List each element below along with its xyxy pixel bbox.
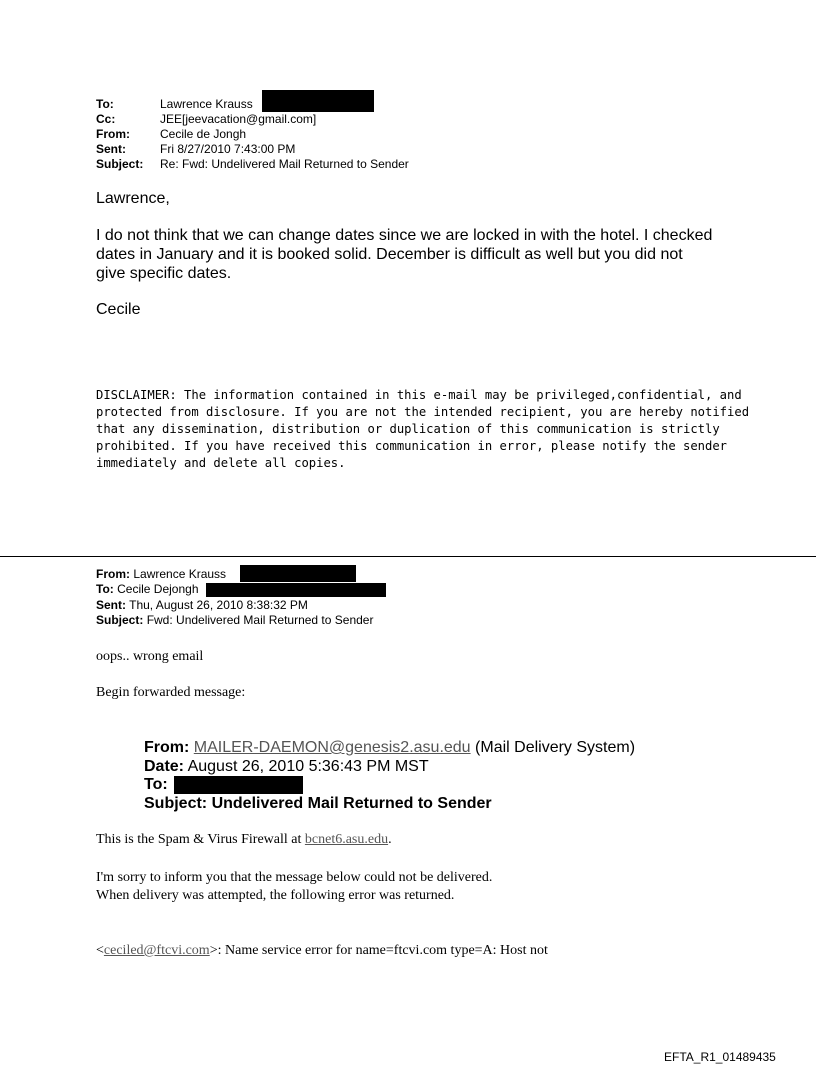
to-label: To: [144,776,168,793]
error-line [96,943,548,959]
document-id: EFTA_R1_01489435 [664,1050,776,1064]
redaction-box [262,90,374,112]
sent-value: Thu, August 26, 2010 8:38:32 PM [129,597,308,612]
cc-value: JEE[jeevacation@gmail.com] [160,112,317,126]
salutation: Lawrence, [96,190,170,207]
subject-label: Subject: [144,794,208,812]
body-line: I do not think that we can change dates since we are locked in with the hotel. I checked [96,227,713,244]
sent-label: Sent: [96,597,126,612]
disclaimer-line: prohibited. If you have received this communication in error, please notify the sender [96,438,728,453]
from-label: From: [96,127,130,141]
sorry-line: When delivery was attempted, the following error was returned. [96,888,455,903]
redaction-box [206,583,386,597]
body-line: give specific dates. [96,265,232,282]
from-value: Lawrence Krauss [133,567,227,581]
from-label: From: [144,739,190,756]
subject-value: Fwd: Undelivered Mail Returned to Sender [146,612,374,627]
date-label: Date: [144,757,185,775]
error-email-link[interactable]: ceciled@ftcvi.com [103,943,210,958]
subject-label: Subject: [96,157,144,171]
firewall-line [96,832,392,848]
section-divider [0,556,816,557]
cc-label: Cc: [96,112,116,126]
signature: Cecile [96,301,141,318]
from-label: From: [96,567,130,581]
error-text: >: Name service error for name=ftcvi.com type=A: Host not [209,943,548,958]
redaction-box [174,776,303,794]
subject-label: Subject: [96,612,144,627]
disclaimer [96,387,749,472]
from-email-link[interactable]: MAILER-DAEMON@genesis2.asu.edu [193,739,471,756]
subject-value: Undelivered Mail Returned to Sender [211,794,492,812]
to-value: Lawrence Krauss [160,97,253,111]
to-label: To: [96,97,114,111]
from-suffix: (Mail Delivery System) [475,739,636,756]
body-line: dates in January and it is booked solid. December is difficult as well but you did not [96,246,683,263]
disclaimer-line: protected from disclosure. If you are not the intended recipient, you are hereby notified [96,404,750,419]
date-value: August 26, 2010 5:36:43 PM MST [187,757,429,775]
sent-label: Sent: [96,142,126,156]
error-prefix: < [96,943,104,958]
disclaimer-line: DISCLAIMER: The information contained in this e-mail may be privileged,confidential, and [96,388,742,402]
message-line: Begin forwarded message: [96,685,246,700]
to-label: To: [96,582,114,597]
disclaimer-line: that any dissemination, distribution or duplication of this communication is strictly [96,421,720,436]
sorry-line: I'm sorry to inform you that the message below could not be delivered. [96,870,493,885]
firewall-text: This is the Spam & Virus Firewall at [96,832,302,847]
disclaimer-line: immediately and delete all copies. [96,455,346,470]
to-value: Cecile Dejongh [117,582,199,597]
subject-value: Re: Fwd: Undelivered Mail Returned to Sender [160,157,409,171]
firewall-period: . [388,832,392,847]
redaction-box [240,565,356,582]
message-line: oops.. wrong email [96,649,204,664]
email2-header [96,567,696,628]
sent-value: Fri 8/27/2010 7:43:00 PM [160,142,296,156]
firewall-host-link[interactable]: bcnet6.asu.edu [304,832,389,847]
from-value: Cecile de Jongh [160,127,247,141]
